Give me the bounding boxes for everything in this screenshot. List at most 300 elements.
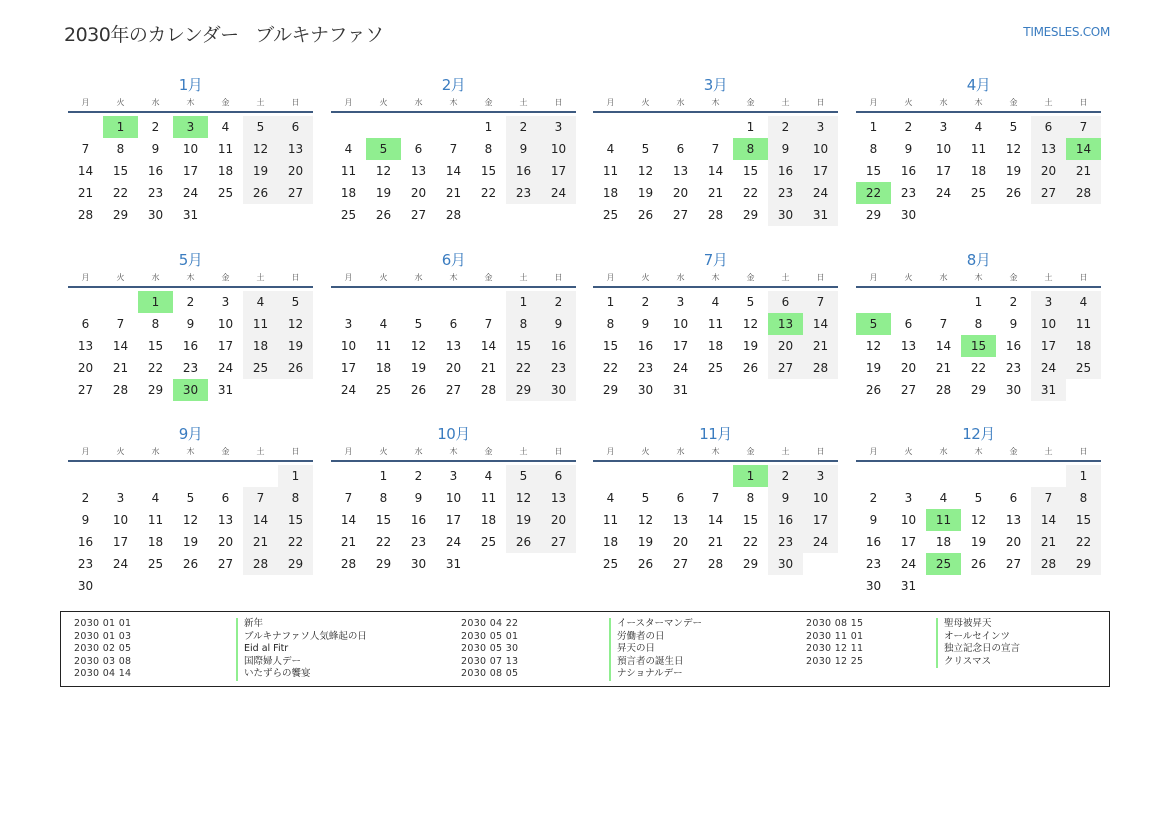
day-cell: 22 (602, 361, 619, 375)
day-cell: 5 (1009, 120, 1018, 134)
day-cell: 18 (1066, 335, 1101, 357)
day-cell: 28 (480, 383, 497, 397)
holiday-date: 2030 05 30 (461, 643, 519, 654)
month-name: 1月 (178, 76, 203, 94)
day-cell: 21 (1066, 160, 1101, 182)
day-cell: 7 (711, 491, 720, 505)
day-cell: 25 (243, 357, 278, 379)
weekday-label: 木 (186, 447, 195, 456)
weekday-label: 土 (519, 447, 528, 456)
weekday-label: 日 (1079, 273, 1088, 282)
day-cell: 1 (869, 120, 878, 134)
day-cell: 29 (112, 208, 129, 222)
day-cell: 16 (147, 164, 164, 178)
weekday-header (593, 445, 838, 459)
day-cell: 14 (935, 339, 952, 353)
day-cell: 4 (711, 295, 720, 309)
day-cell: 8 (116, 142, 125, 156)
day-cell: 17 (217, 339, 234, 353)
weekday-label: 火 (641, 98, 650, 107)
header-rule (68, 286, 313, 288)
day-cell: 12 (375, 164, 392, 178)
empty-cell (698, 116, 733, 138)
holiday-day-cell: 13 (768, 313, 803, 335)
day-cell: 24 (445, 535, 462, 549)
day-cell: 3 (803, 465, 838, 487)
day-cell: 8 (506, 313, 541, 335)
day-cell: 28 (935, 383, 952, 397)
month-name: 11月 (699, 425, 732, 443)
day-cell: 3 (541, 116, 576, 138)
empty-cell (173, 465, 208, 487)
day-grid (68, 116, 313, 226)
month-name: 9月 (178, 425, 203, 443)
weekday-label: 火 (379, 98, 388, 107)
weekday-header (68, 271, 313, 285)
day-cell: 17 (803, 509, 838, 531)
weekday-label: 木 (449, 273, 458, 282)
day-cell: 5 (186, 491, 195, 505)
day-cell: 1 (606, 295, 615, 309)
holiday-name: 独立記念日の宣言 (936, 643, 1020, 656)
header-rule (331, 286, 576, 288)
day-cell: 26 (182, 557, 199, 571)
day-cell: 20 (900, 361, 917, 375)
day-cell: 4 (221, 120, 230, 134)
day-cell: 10 (672, 317, 689, 331)
day-cell: 22 (147, 361, 164, 375)
day-cell: 11 (602, 513, 619, 527)
day-cell: 10 (900, 513, 917, 527)
empty-cell (926, 465, 961, 487)
day-cell: 10 (803, 487, 838, 509)
day-cell: 3 (449, 469, 458, 483)
day-cell: 22 (278, 531, 313, 553)
day-cell: 25 (147, 557, 164, 571)
weekday-label: 日 (554, 98, 563, 107)
day-cell: 9 (904, 142, 913, 156)
day-cell: 31 (900, 579, 917, 593)
day-cell: 15 (112, 164, 129, 178)
month-calendar (856, 249, 1101, 401)
header-rule (331, 111, 576, 113)
day-cell: 21 (112, 361, 129, 375)
day-cell: 29 (602, 383, 619, 397)
day-cell: 28 (1066, 182, 1101, 204)
day-cell: 12 (243, 138, 278, 160)
empty-cell (331, 291, 366, 313)
day-cell: 6 (904, 317, 913, 331)
empty-cell (68, 291, 103, 313)
weekday-label: 金 (1009, 447, 1018, 456)
day-cell: 6 (278, 116, 313, 138)
day-cell: 30 (77, 579, 94, 593)
day-cell: 8 (606, 317, 615, 331)
day-cell: 19 (1005, 164, 1022, 178)
day-cell: 12 (865, 339, 882, 353)
day-cell: 2 (414, 469, 423, 483)
day-cell: 9 (81, 513, 90, 527)
weekday-label: 木 (186, 273, 195, 282)
weekday-label: 月 (606, 447, 615, 456)
day-cell: 5 (278, 291, 313, 313)
weekday-label: 土 (256, 447, 265, 456)
day-cell: 18 (707, 339, 724, 353)
day-cell: 5 (506, 465, 541, 487)
day-cell: 20 (77, 361, 94, 375)
day-cell: 31 (1031, 379, 1066, 401)
day-cell: 13 (672, 513, 689, 527)
day-cell: 3 (939, 120, 948, 134)
empty-cell (401, 116, 436, 138)
day-cell: 10 (445, 491, 462, 505)
day-cell: 8 (974, 317, 983, 331)
weekday-label: 金 (484, 447, 493, 456)
day-cell: 6 (449, 317, 458, 331)
day-cell: 25 (340, 208, 357, 222)
day-cell: 17 (900, 535, 917, 549)
day-cell: 27 (672, 557, 689, 571)
day-cell: 16 (865, 535, 882, 549)
weekday-label: 火 (116, 273, 125, 282)
day-cell: 1 (506, 291, 541, 313)
weekday-label: 土 (256, 273, 265, 282)
day-cell: 30 (541, 379, 576, 401)
day-cell: 25 (602, 208, 619, 222)
holiday-name: 新年 (236, 618, 263, 631)
day-cell: 29 (865, 208, 882, 222)
day-cell: 11 (707, 317, 724, 331)
day-cell: 10 (217, 317, 234, 331)
day-cell: 27 (77, 383, 94, 397)
day-cell: 13 (278, 138, 313, 160)
day-cell: 12 (506, 487, 541, 509)
month-name: 4月 (966, 76, 991, 94)
holiday-date: 2030 11 01 (806, 630, 864, 642)
day-cell: 10 (340, 339, 357, 353)
weekday-header (68, 96, 313, 110)
day-cell: 25 (970, 186, 987, 200)
day-cell: 3 (904, 491, 913, 505)
weekday-label: 火 (379, 273, 388, 282)
day-cell: 22 (480, 186, 497, 200)
day-cell: 12 (637, 164, 654, 178)
weekday-label: 土 (781, 98, 790, 107)
weekday-header (856, 445, 1101, 459)
day-cell: 17 (803, 160, 838, 182)
day-cell: 6 (81, 317, 90, 331)
day-cell: 10 (935, 142, 952, 156)
day-cell: 18 (480, 513, 497, 527)
header-rule (593, 460, 838, 462)
day-cell: 21 (77, 186, 94, 200)
holiday-name: ナショナルデー (609, 668, 683, 681)
day-grid (331, 291, 576, 401)
weekday-label: 火 (641, 273, 650, 282)
day-cell: 28 (340, 557, 357, 571)
day-cell: 17 (1031, 335, 1066, 357)
day-cell: 29 (1066, 553, 1101, 575)
weekday-label: 金 (746, 447, 755, 456)
month-calendar (68, 74, 313, 226)
weekday-label: 土 (256, 98, 265, 107)
day-cell: 26 (410, 383, 427, 397)
day-cell: 14 (803, 313, 838, 335)
day-cell: 10 (1031, 313, 1066, 335)
holiday-day-cell: 14 (1066, 138, 1101, 160)
day-cell: 7 (484, 317, 493, 331)
holiday-date: 2030 12 25 (806, 655, 864, 667)
holiday-day-cell: 3 (173, 116, 208, 138)
day-cell: 26 (506, 531, 541, 553)
day-cell: 17 (182, 164, 199, 178)
empty-cell (366, 291, 401, 313)
day-cell: 20 (541, 509, 576, 531)
holiday-day-cell: 30 (173, 379, 208, 401)
day-cell: 6 (1031, 116, 1066, 138)
day-cell: 7 (711, 142, 720, 156)
holiday-date: 2030 07 13 (461, 655, 519, 667)
holiday-day-cell: 15 (961, 335, 996, 357)
month-calendar (68, 249, 313, 401)
day-cell: 21 (243, 531, 278, 553)
day-cell: 10 (541, 138, 576, 160)
day-cell: 5 (414, 317, 423, 331)
day-cell: 18 (970, 164, 987, 178)
day-cell: 17 (672, 339, 689, 353)
day-cell: 22 (112, 186, 129, 200)
weekday-label: 日 (816, 98, 825, 107)
day-cell: 4 (974, 120, 983, 134)
day-cell: 4 (344, 142, 353, 156)
month-calendar (593, 249, 838, 401)
empty-cell (331, 465, 366, 487)
day-cell: 9 (541, 313, 576, 335)
holiday-day-cell: 1 (103, 116, 138, 138)
day-cell: 1 (974, 295, 983, 309)
month-name: 3月 (703, 76, 728, 94)
day-cell: 25 (707, 361, 724, 375)
day-cell: 14 (112, 339, 129, 353)
weekday-header (331, 96, 576, 110)
weekday-label: 金 (484, 273, 493, 282)
day-cell: 24 (541, 182, 576, 204)
day-cell: 20 (768, 335, 803, 357)
holiday-day-cell: 5 (856, 313, 891, 335)
day-cell: 15 (278, 509, 313, 531)
weekday-header (68, 445, 313, 459)
weekday-label: 月 (81, 447, 90, 456)
day-grid (856, 291, 1101, 401)
day-cell: 27 (410, 208, 427, 222)
day-cell: 24 (803, 182, 838, 204)
day-cell: 6 (676, 491, 685, 505)
day-cell: 23 (865, 557, 882, 571)
weekday-label: 水 (414, 98, 423, 107)
day-cell: 6 (768, 291, 803, 313)
day-cell: 11 (147, 513, 164, 527)
empty-cell (593, 116, 628, 138)
weekday-label: 金 (484, 98, 493, 107)
day-cell: 4 (484, 469, 493, 483)
day-cell: 12 (742, 317, 759, 331)
month-calendar (331, 74, 576, 226)
page-title: 2030年のカレンダー ブルキナファソ (64, 24, 384, 46)
day-grid (331, 465, 576, 575)
empty-cell (961, 465, 996, 487)
day-cell: 1 (484, 120, 493, 134)
day-cell: 21 (707, 186, 724, 200)
day-cell: 9 (506, 138, 541, 160)
day-cell: 11 (970, 142, 987, 156)
day-cell: 16 (77, 535, 94, 549)
day-cell: 26 (637, 557, 654, 571)
day-cell: 31 (672, 383, 689, 397)
day-cell: 30 (768, 204, 803, 226)
day-cell: 18 (935, 535, 952, 549)
empty-cell (856, 465, 891, 487)
weekday-label: 金 (746, 273, 755, 282)
day-cell: 9 (1009, 317, 1018, 331)
day-cell: 22 (506, 357, 541, 379)
day-cell: 19 (742, 339, 759, 353)
day-cell: 3 (676, 295, 685, 309)
day-cell: 5 (974, 491, 983, 505)
day-cell: 16 (900, 164, 917, 178)
day-cell: 29 (278, 553, 313, 575)
empty-cell (926, 291, 961, 313)
day-cell: 2 (506, 116, 541, 138)
holiday-day-cell: 1 (733, 465, 768, 487)
day-cell: 10 (803, 138, 838, 160)
holiday-date: 2030 04 22 (461, 618, 519, 629)
day-cell: 23 (541, 357, 576, 379)
holiday-date: 2030 01 03 (74, 630, 132, 642)
day-cell: 9 (186, 317, 195, 331)
day-cell: 13 (1031, 138, 1066, 160)
site-link[interactable]: TIMESLES.COM (1023, 25, 1110, 39)
day-cell: 19 (506, 509, 541, 531)
weekday-label: 月 (344, 273, 353, 282)
day-cell: 14 (77, 164, 94, 178)
empty-cell (68, 116, 103, 138)
weekday-header (331, 271, 576, 285)
day-cell: 26 (278, 357, 313, 379)
holiday-name: 労働者の日 (609, 631, 665, 644)
weekday-label: 土 (1044, 273, 1053, 282)
weekday-label: 土 (1044, 98, 1053, 107)
day-cell: 4 (1066, 291, 1101, 313)
holiday-name: 預言者の誕生日 (609, 656, 684, 669)
weekday-label: 火 (904, 98, 913, 107)
day-cell: 7 (939, 317, 948, 331)
day-grid (856, 116, 1101, 226)
weekday-label: 水 (676, 273, 685, 282)
day-grid (856, 465, 1101, 597)
day-cell: 9 (768, 138, 803, 160)
day-cell: 26 (742, 361, 759, 375)
holiday-day-cell: 8 (733, 138, 768, 160)
weekday-label: 木 (974, 273, 983, 282)
day-cell: 9 (768, 487, 803, 509)
day-cell: 27 (900, 383, 917, 397)
day-cell: 23 (506, 182, 541, 204)
day-cell: 28 (243, 553, 278, 575)
day-cell: 25 (1066, 357, 1101, 379)
weekday-label: 月 (869, 447, 878, 456)
weekday-header (593, 271, 838, 285)
day-cell: 14 (480, 339, 497, 353)
day-cell: 27 (541, 531, 576, 553)
day-cell: 14 (707, 164, 724, 178)
empty-cell (436, 291, 471, 313)
day-cell: 19 (243, 160, 278, 182)
day-cell: 29 (970, 383, 987, 397)
day-cell: 4 (606, 491, 615, 505)
weekday-label: 水 (414, 447, 423, 456)
empty-cell (698, 465, 733, 487)
weekday-label: 月 (869, 273, 878, 282)
day-cell: 13 (541, 487, 576, 509)
weekday-label: 木 (186, 98, 195, 107)
holiday-name: イースターマンデー (609, 618, 702, 631)
day-cell: 14 (445, 164, 462, 178)
day-cell: 7 (243, 487, 278, 509)
empty-cell (856, 291, 891, 313)
header-rule (856, 111, 1101, 113)
empty-cell (208, 465, 243, 487)
day-cell: 4 (606, 142, 615, 156)
day-cell: 11 (243, 313, 278, 335)
day-cell: 21 (935, 361, 952, 375)
day-cell: 15 (480, 164, 497, 178)
day-cell: 2 (641, 295, 650, 309)
day-cell: 14 (1031, 509, 1066, 531)
day-cell: 3 (803, 116, 838, 138)
day-cell: 17 (445, 513, 462, 527)
holiday-name: 国際婦人デー (236, 656, 301, 669)
day-cell: 2 (768, 465, 803, 487)
day-cell: 7 (449, 142, 458, 156)
day-cell: 28 (445, 208, 462, 222)
day-cell: 10 (182, 142, 199, 156)
day-cell: 11 (602, 164, 619, 178)
day-cell: 15 (602, 339, 619, 353)
day-cell: 19 (865, 361, 882, 375)
weekday-label: 日 (291, 273, 300, 282)
day-cell: 2 (541, 291, 576, 313)
day-cell: 8 (278, 487, 313, 509)
day-cell: 7 (803, 291, 838, 313)
holiday-date: 2030 05 01 (461, 630, 519, 642)
day-cell: 24 (182, 186, 199, 200)
weekday-label: 木 (974, 447, 983, 456)
empty-cell (436, 116, 471, 138)
day-grid (593, 291, 838, 401)
day-cell: 30 (900, 208, 917, 222)
day-cell: 21 (1031, 531, 1066, 553)
empty-cell (243, 465, 278, 487)
month-name: 2月 (441, 76, 466, 94)
day-cell: 19 (375, 186, 392, 200)
day-cell: 22 (742, 535, 759, 549)
day-cell: 20 (445, 361, 462, 375)
holiday-list (60, 611, 1110, 687)
day-cell: 8 (379, 491, 388, 505)
day-cell: 12 (1005, 142, 1022, 156)
empty-cell (331, 116, 366, 138)
month-name: 10月 (437, 425, 470, 443)
